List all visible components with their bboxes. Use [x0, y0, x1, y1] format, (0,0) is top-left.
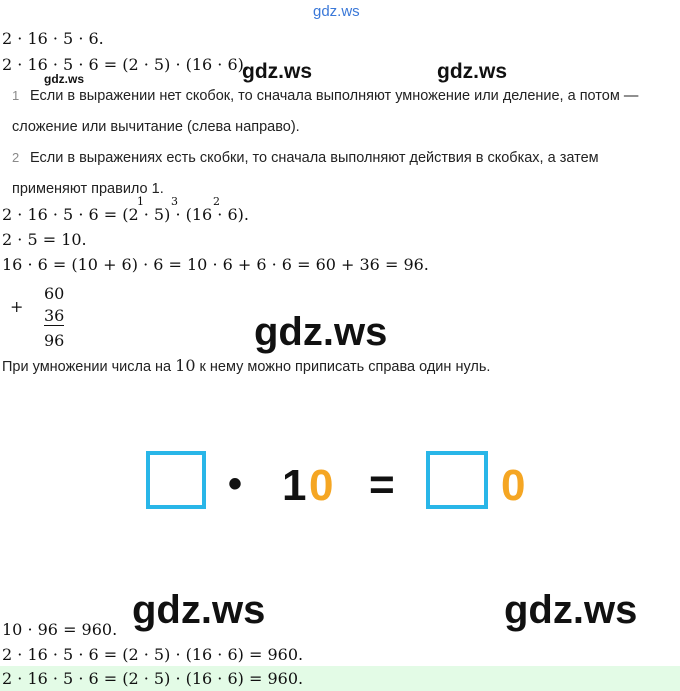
note-text: При умножении числа на [2, 359, 176, 375]
math-line-5: 16 · 6 = (10 + 6) · 6 = 10 · 6 + 6 · 6 = 60 + 36 = 96. [2, 255, 429, 274]
math-line-3: 2 · 16 · 5 · 6 = (2 · 5) · (16 · 6). [2, 205, 249, 224]
appended-zero: 0 [501, 461, 526, 510]
empty-box-left [146, 451, 206, 509]
note-text: к нему можно приписать справа один нуль. [195, 359, 491, 375]
watermark-small: gdz.ws [44, 72, 85, 86]
math-line-7: 2 · 16 · 5 · 6 = (2 · 5) · (16 · 6) = 960. [2, 645, 304, 664]
rule-number: 2 [12, 150, 20, 165]
math-line-6: 10 · 96 = 960. [2, 620, 118, 639]
final-answer: 2 · 16 · 5 · 6 = (2 · 5) · (16 · 6) = 960. [2, 669, 304, 688]
rule-2 [12, 142, 674, 205]
column-addend-1: 60 [44, 284, 65, 303]
rule-text: Если в выражениях есть скобки, то сначала выполняют действия в скобках, а затем применяют правило 1. [12, 150, 599, 197]
watermark-large: gdz.ws [504, 588, 638, 632]
equals-sign: = [369, 460, 395, 509]
order-mark-2: 2 [213, 195, 220, 208]
watermark: gdz.ws [437, 60, 508, 83]
rule-text: Если в выражении нет скобок, то сначала выполняют умножение или деление, а потом — сложение или вычитание (слева направо). [12, 88, 639, 135]
watermark-large: gdz.ws [254, 310, 388, 354]
order-mark-3: 3 [171, 195, 178, 208]
column-sum: 96 [44, 331, 65, 350]
math-line-2: 2 · 16 · 5 · 6 = (2 · 5) · (16 · 6). [2, 55, 249, 74]
note-number: 10 [175, 356, 196, 375]
ten-digit-zero: 0 [309, 461, 334, 510]
math-line-1: 2 · 16 · 5 · 6. [2, 29, 104, 48]
ten-digit-one: 1 [282, 461, 307, 510]
multiply-dot: • [228, 462, 243, 506]
rule-1 [12, 80, 662, 143]
watermark-large: gdz.ws [132, 588, 266, 632]
empty-box-right [426, 451, 488, 509]
watermark: gdz.ws [242, 60, 313, 83]
multiply-by-ten-note [2, 356, 490, 375]
column-plus-sign: + [10, 297, 24, 316]
math-line-4: 2 · 5 = 10. [2, 230, 87, 249]
header-watermark: gdz.ws [313, 3, 360, 20]
order-mark-1: 1 [137, 195, 144, 208]
rule-number: 1 [12, 88, 20, 103]
column-addend-2: 36 [44, 306, 65, 325]
